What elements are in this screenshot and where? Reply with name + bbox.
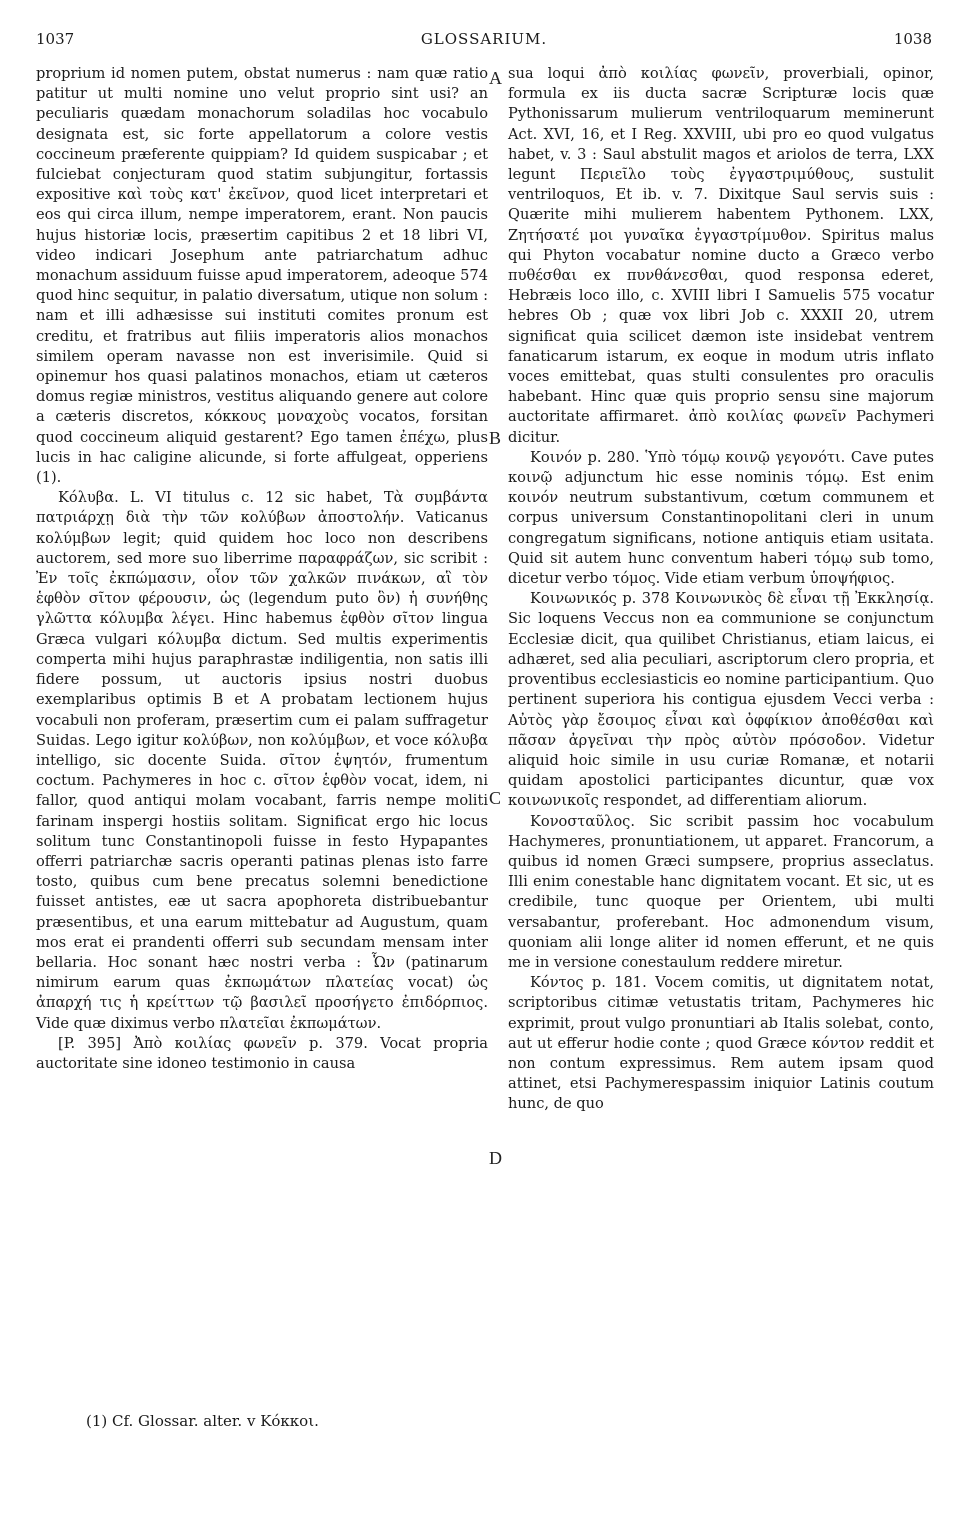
margin-letter-a: A [489, 68, 502, 88]
left-paragraph-1: proprium id nomen putem, obstat numerus : nam quæ ratio patitur ut multi nomine uno velut proprio sint usi? an peculiaris quædam monachorum soladilas hoc vocabulo designata est, sic forte appellatorum a colore vestis coccineum præferente quippiam? Id quidem suspicabar ; et fulciebat conjecturam quod statim subjungitur, fortassis expositive καὶ τοὺς κατ' ἐκεῖνον, quod licet interpretari et eos qui circa illum, nempe imperatorem, erant. Non paucis hujus historiæ locis, præsertim capitibus 2 et 18 libri VI, video indicari Josephum ante patriarchatum adhuc monachum assiduum fuisse apud imperatorem, adeoque 574 quod hinc sequitur, in palatio diversatum, utique non solum : nam et illi adhæsisse sui instituti comites pronum est creditu, et fratribus aut filiis imperatoris alios monachos similem operam navasse non est inverisimile. Quid si opinemur hos quasi palatinos monachos, etiam ut cæteros domus regiæ ministros, vestitus aliquando genere aut colore a cæteris discretos, κόκκους μοναχοὺς vocatos, forsitan quod coccineum aliquid gestarent? Ego tamen ἐπέχω, plus lucis in hac caligine alicunde, si forte affulgeat, opperiens (1). [36, 65, 488, 487]
margin-letter-b: B [489, 428, 502, 448]
left-column [36, 64, 488, 1074]
right-paragraph-5: Κόντος p. 181. Vocem comitis, ut dignitatem notat, scriptoribus citimæ vetustatis tritam, Pachymeres hic exprimit, prout vulgo pronuntiari ab Italis solebat, conto, aut ut efferur hodie conte ; quod Græce κόντον reddit et non contum expressimus. Rem autem ipsam quod attinet, etsi Pachymerespassim iniquior Latinis coutum hunc, de quo [508, 974, 934, 1113]
margin-letter-c: C [489, 788, 502, 808]
page-number-left: 1037 [36, 30, 75, 48]
right-paragraph-3: Κοινωνικός p. 378 Κοινωνικὸς δὲ εἶναι τῇ Ἐκκλησίᾳ. Sic loquens Veccus non ea communione se conjunctum Ecclesiæ dicit, qua quilibet Christianus, etiam laicus, ei adhæret, sed alia peculiari, ascriptorum clero propria, et proventibus ecclesiasticis eo nomine participantium. Quo pertinent superiora his contigua ejusdem Vecci verba : Αὐτὸς γὰρ ἔσοιμος εἶναι καὶ ὀφφίκιον ἀποθέσθαι καὶ πᾶσαν ἀργεῖναι τὴν πρὸς αὐτὸν πρόσοδον. Videtur aliquid hoic simile in usu curiæ Romanæ, et notarii quidam apostolici participantes dicuntur, quæ vox κοινωνικοῖς respondet, ad differentiam aliorum. [508, 590, 934, 810]
right-paragraph-4: Κονοσταῦλος. Sic scribit passim hoc vocabulum Hachymeres, pronuntiationem, ut apparet. Francorum, a quibus id nomen Græci sumpsere, proprius asseclatus. Illi enim conestable hanc dignitatem vocant. Et sic, ut es credibile, tunc quoque per Orientem, ubi multi versabantur, proferebant. Hoc admonendum visum, quoniam alii longe aliter id nomen efferunt, et ne quis me in versione conestaulum reddere miretur. [508, 812, 934, 971]
right-paragraph-1: sua loqui ἀπὸ κοιλίας φωνεῖν, proverbiali, opinor, formula ex iis ducta sacræ Scripturæ locis quæ Pythonissarum mulierum ventriloquarum meminerunt Act. XVI, 16, et I Reg. XXVIII, ubi pro eo quod vulgatus habet, v. 3 : Saul abstulit magos et ariolos de terra, LXX legunt Περιεῖλο τοὺς ἐγγαστριμύθους, sustulit ventriloquos, Et ib. v. 7. Dixitque Saul servis suis : Quærite mihi mulierem habentem Pythonem. LXX, Ζητήσατέ μοι γυναῖκα ἐγγαστρίμυθον. Spiritus malus qui Phyton vocabatur nomine ducto a Græco verbo πυθέσθαι ex πυνθάνεσθαι, quod responsa ederet, Hebræis loco illo, c. XVIII libri I Samuelis 575 vocatur hebres Ob ; quæ vox libri Job c. XXXII 20, utrem significat quia scilicet dæmon iste insidebat ventrem fanaticarum istarum, ex eoque in modum utris inflato voces emittebat, quas stulti consulentes pro oraculis habebant. Hinc quæ quis proprio sensu sine majorum auctoritate affirmaret. ἀπὸ κοιλίας φωνεῖν Pachymeri dicitur. [508, 65, 934, 446]
page-number-right: 1038 [893, 30, 932, 48]
margin-letter-d: D [489, 1148, 502, 1168]
footnote: (1) Cf. Glossar. alter. v Κόκκοι. [86, 1412, 319, 1430]
left-paragraph-2: Κόλυβα. L. VI titulus c. 12 sic habet, Τὰ συμβάντα πατριάρχῃ διὰ τὴν τῶν κολύβων ἀποστολήν. Vaticanus κολύμβων legit; quid quidem hoc loco non describens auctorem, sed more suo liberrime παραφράζων, sic scribit : Ἐν τοῖς ἐκπώμασιν, οἷον τῶν χαλκῶν πινάκων, αἳ τὸν ἑφθὸν σῖτον φέρουσιν, ὡς (legendum puto ὃν) ἡ συνήθης γλῶττα κόλυμβα λέγει. Hinc habemus ἑφθὸν σῖτον lingua Græca vulgari κόλυμβα dictum. Sed multis experimentis comperta mihi hujus paraphrastæ indiligentia, non satis illi fidere possum, ut auctoris ipsius nostri duobus exemplaribus optimis B et A probatam lectionem hujus vocabuli non proferam, præsertim cum ei palam suffragetur Suidas. Lego igitur κολύβων, non κολύμβων, et voce κόλυβα intelligo, sic docente Suida. σῖτον ἑψητόν, frumentum coctum. Pachymeres in hoc c. σῖτον ἑφθὸν vocat, idem, ni fallor, quod antiqui molam vocabant, farris nempe moliti farinam inspergi hostiis solitam. Significat ergo hic locus solitum tunc Constantinopoli fuisse in festo Hypapantes offerri patriarchæ sacris operanti patinas plenas isto farre tosto, quibus cum bene precatus solemni benedictione fuisset antistes, eæ ut sacra apophoreta distribuebantur præsentibus, et una earum mittebatur ad Augustum, quam mos erat ei prandenti offerri sub secundam mensam inter bellaria. Hoc sonant hæc nostri verba : Ὧν (patinarum nimirum earum quas ἐκπωμάτων πλατείας vocat) ὡς ἀπαρχή τις ἡ κρείττων τῷ βασιλεῖ προσήγετο ἐπιδόρπιος. Vide quæ diximus verbo πλατεῖαι ἐκπωμάτων. [36, 489, 488, 1032]
left-paragraph-3: [P. 395] Ἀπὸ κοιλίας φωνεῖν p. 379. Vocat propria auctoritate sine idoneo testimonio in causa [36, 1034, 488, 1072]
right-column [508, 64, 934, 1115]
page-header [36, 30, 932, 56]
running-title: GLOSSARIUM. [420, 30, 548, 48]
right-paragraph-2: Κοινόν p. 280. Ὑπὸ τόμῳ κοινῷ γεγονότι. Cave putes κοινῷ adjunctum hic esse nominis τόμῳ. Est enim κοινόν neutrum substantivum, cœtum communem et corpus universum Constantinopolitani cleri in unum congregatum significans, notione antiquis etiam usitata. Quid sit autem hunc conventum haberi τόμῳ sub tomo, dicetur verbo τόμος. Vide etiam verbum ὑποψήφιος. [508, 448, 934, 588]
